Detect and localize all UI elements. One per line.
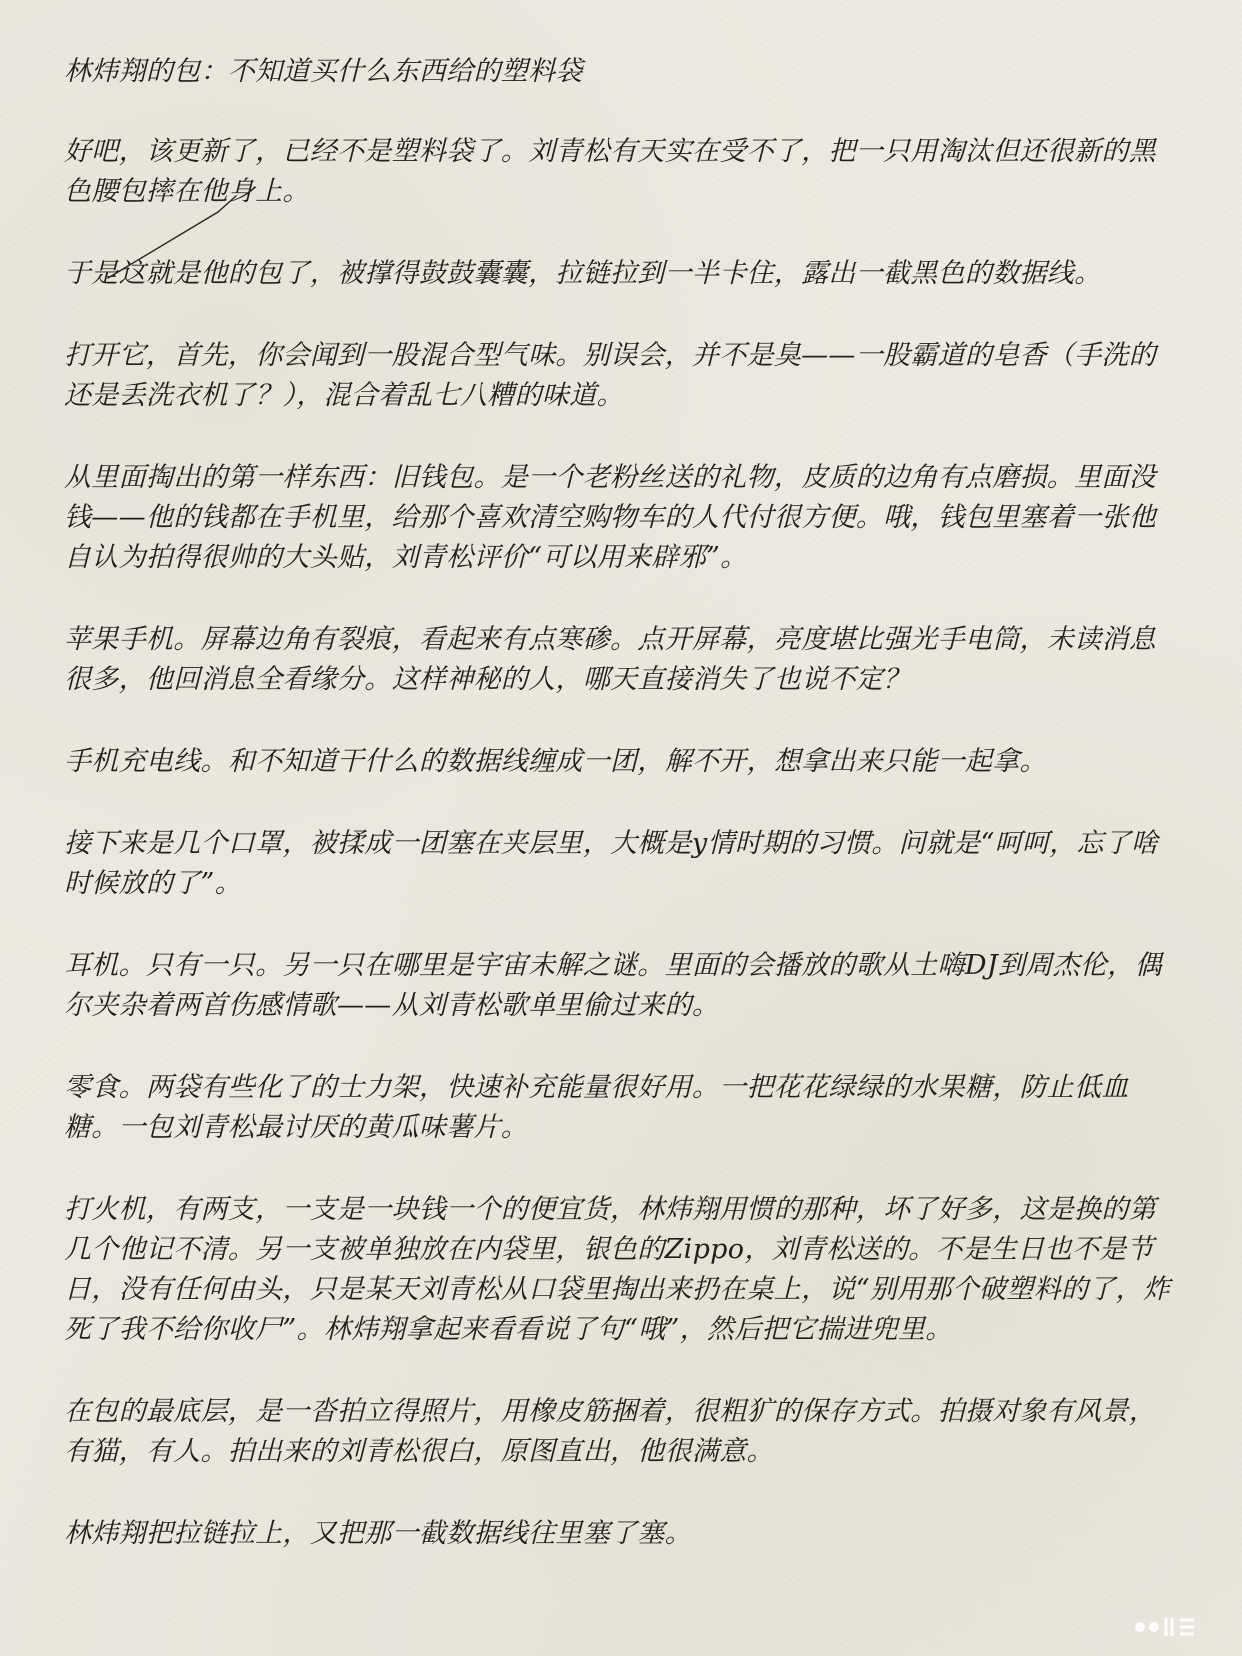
- paragraph-9: 零食。两袋有些化了的士力架，快速补充能量很好用。一把花花绿绿的水果糖，防止低血糖。一包刘青松最讨厌的黄瓜味薯片。: [64, 1072, 1129, 1143]
- corner-watermark-icon: [1128, 1610, 1202, 1644]
- paragraph-4: 从里面掏出的第一样东西：旧钱包。是一个老粉丝送的礼物，皮质的边角有点磨损。里面没钱——他的钱都在手机里，给那个喜欢清空购物车的人代付很方便。哦，钱包里塞着一张他自认为拍得很帅的大头贴，刘青松评价“可以用来辟邪”。: [64, 462, 1156, 573]
- paragraph-1: 好吧，该更新了，已经不是塑料袋了。刘青松有天实在受不了，把一只用淘汰但还很新的黑色腰包摔在他身上。: [64, 136, 1156, 207]
- paragraph-11: 在包的最底层，是一沓拍立得照片，用橡皮筋捆着，很粗犷的保存方式。拍摄对象有风景，有猫，有人。拍出来的刘青松很白，原图直出，他很满意。: [64, 1396, 1156, 1467]
- document-body: [64, 52, 1176, 1596]
- document-title: 林炜翔的包：不知道买什么东西给的塑料袋: [64, 56, 583, 87]
- paragraph-12: 林炜翔把拉链拉上，又把那一截数据线往里塞了塞。: [64, 1518, 692, 1549]
- paragraph-6: 手机充电线。和不知道干什么的数据线缠成一团，解不开，想拿出来只能一起拿。: [64, 746, 1047, 777]
- paragraph-10: 打火机，有两支，一支是一块钱一个的便宜货，林炜翔用惯的那种，坏了好多，这是换的第几个他记不清。另一支被单独放在内袋里，银色的Zippo，刘青松送的。不是生日也不是节日，没有任何由头，只是某天刘青松从口袋里掏出来扔在桌上，说“别用那个破塑料的了，炸死了我不给你收尸”。林炜翔拿起来看看说了句“哦”，然后把它揣进兜里。: [64, 1194, 1171, 1345]
- paragraph-3: 打开它，首先，你会闻到一股混合型气味。别误会，并不是臭——一股霸道的皂香（手洗的还是丢洗衣机了？），混合着乱七八糟的味道。: [64, 340, 1156, 411]
- paragraph-7: 接下来是几个口罩，被揉成一团塞在夹层里，大概是y情时期的习惯。问就是“呵呵，忘了啥时候放的了”。: [64, 828, 1159, 899]
- paragraph-5: 苹果手机。屏幕边角有裂痕，看起来有点寒碜。点开屏幕，亮度堪比强光手电筒，未读消息很多，他回消息全看缘分。这样神秘的人，哪天直接消失了也说不定？: [64, 624, 1156, 695]
- paragraph-2: 于是这就是他的包了，被撑得鼓鼓囊囊，拉链拉到一半卡住，露出一截黑色的数据线。: [64, 258, 1102, 289]
- paragraph-8: 耳机。只有一只。另一只在哪里是宇宙未解之谜。里面的会播放的歌从土嗨DJ到周杰伦，偶尔夹杂着两首伤感情歌——从刘青松歌单里偷过来的。: [64, 950, 1162, 1021]
